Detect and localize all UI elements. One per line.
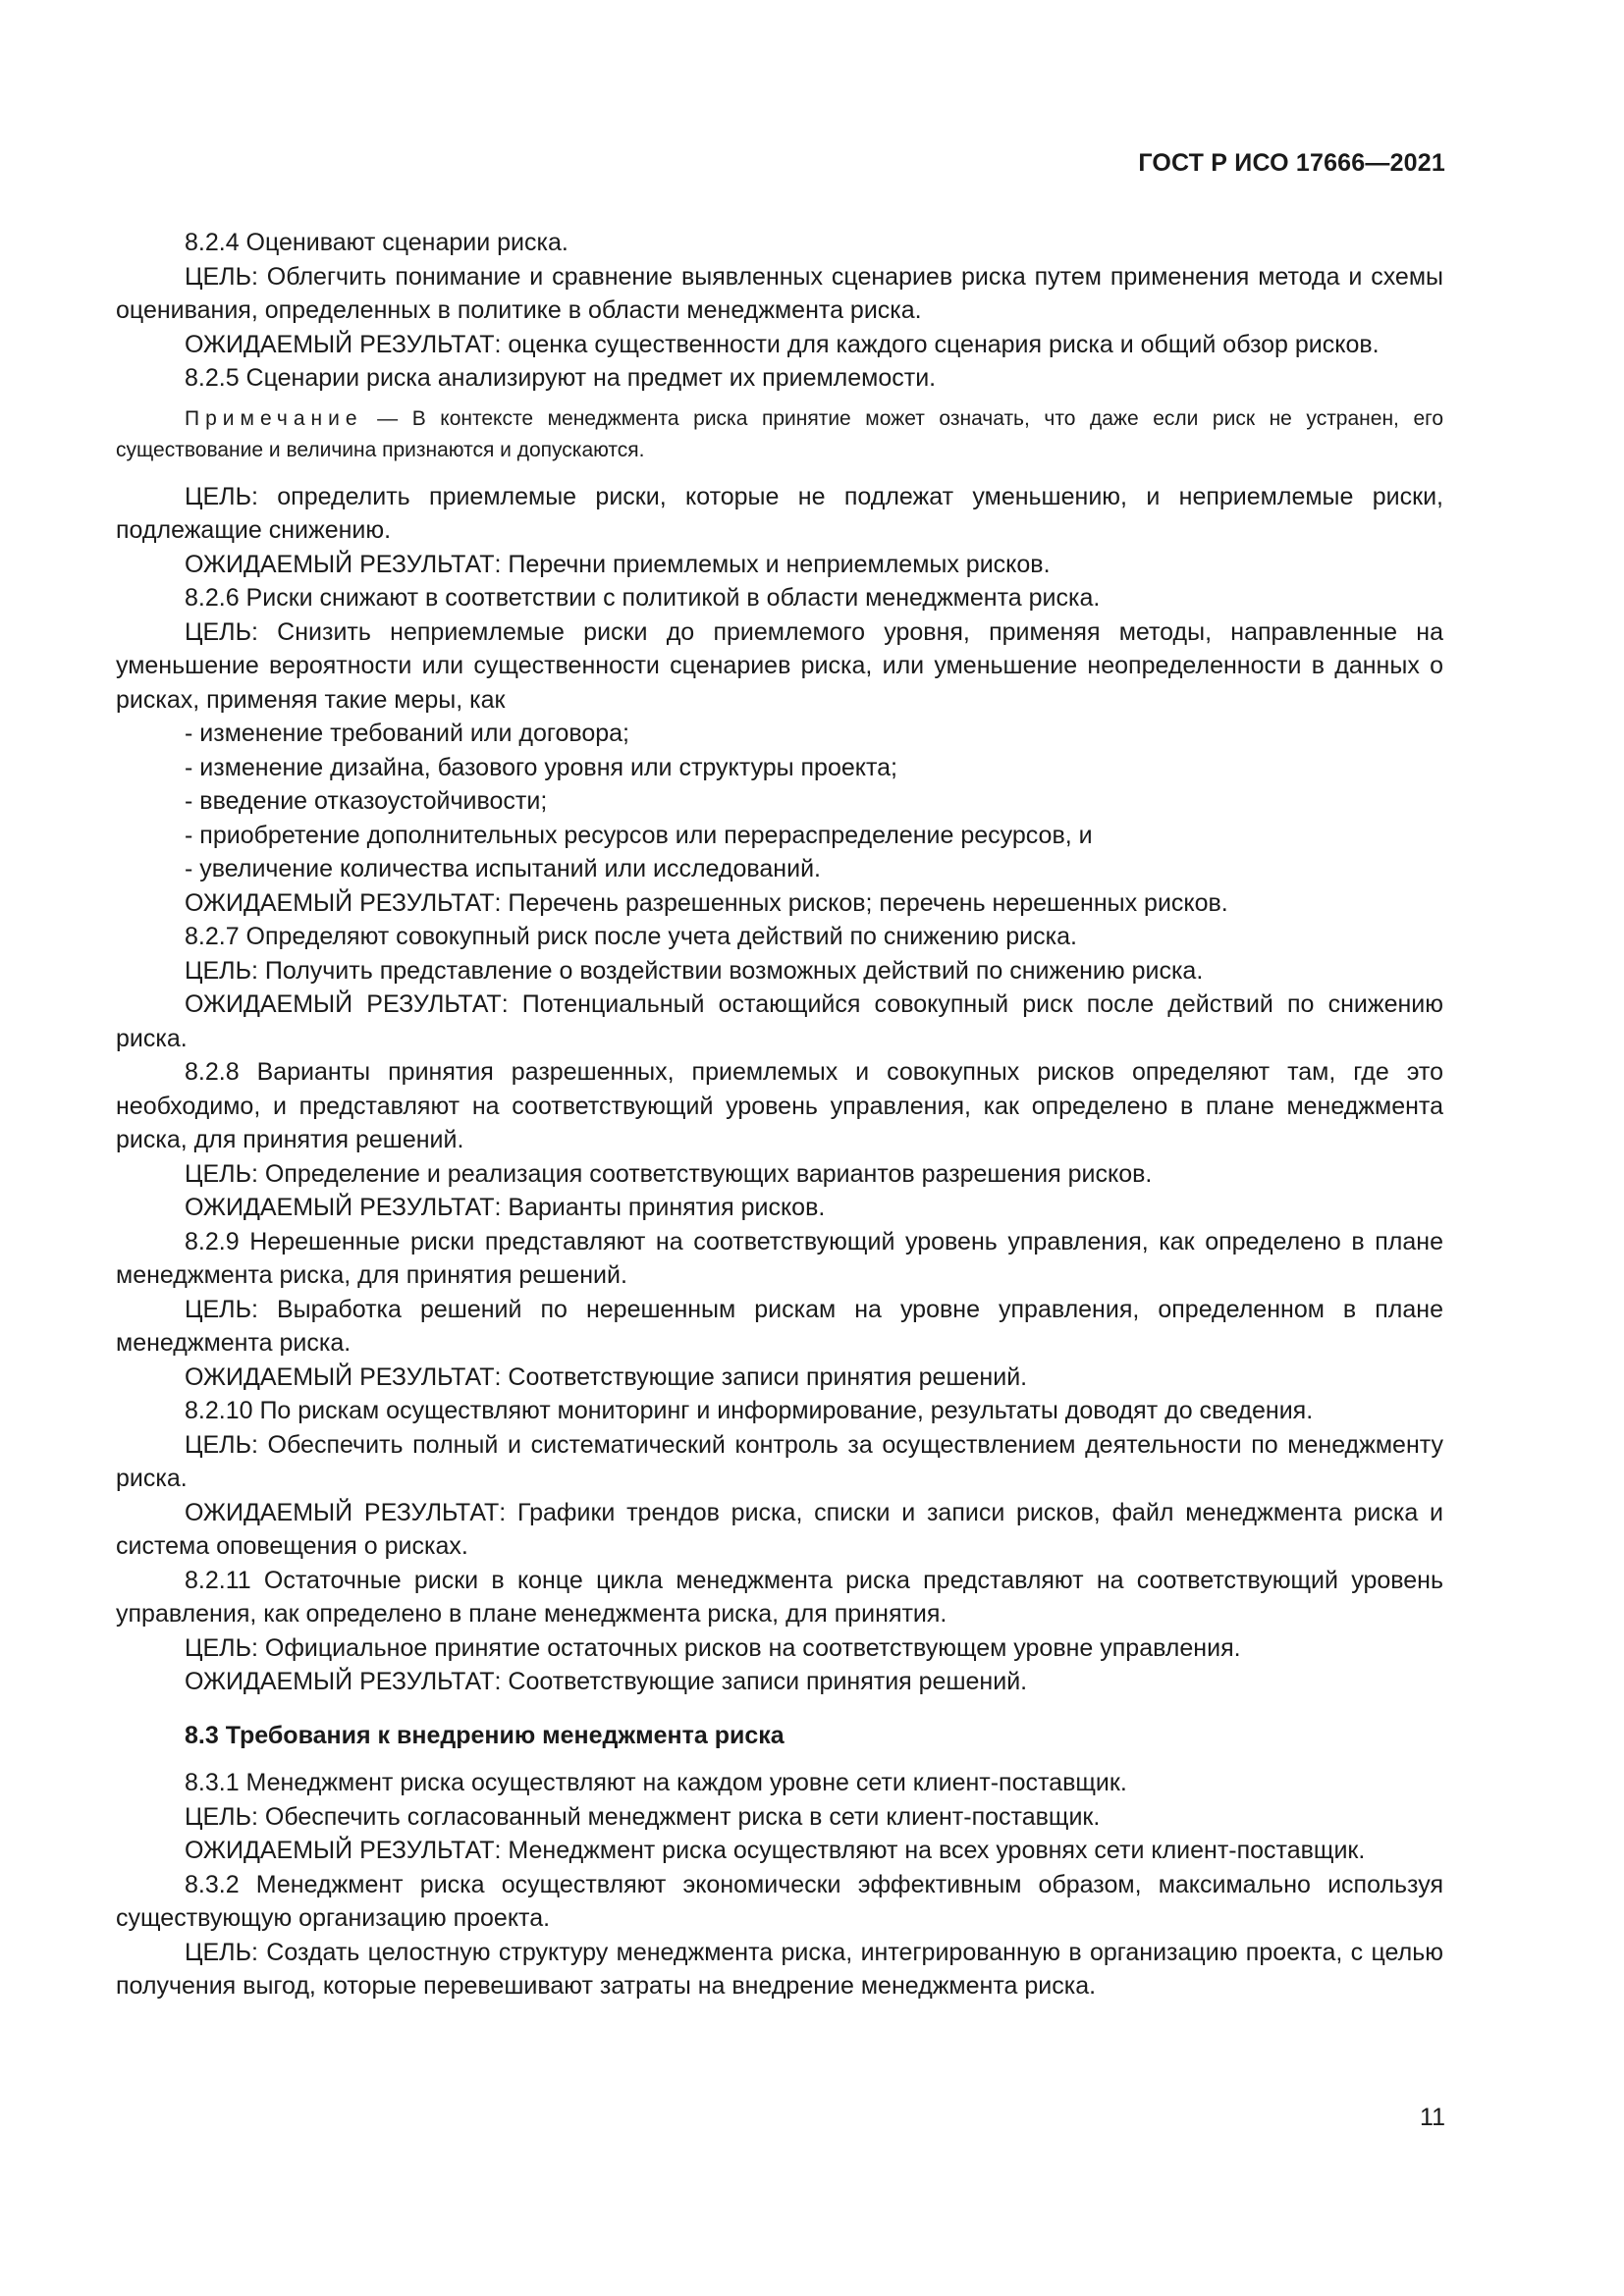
paragraph: ОЖИДАЕМЫЙ РЕЗУЛЬТАТ: Перечни приемлемых и неприемлемых рисков. [185,550,1051,578]
page-number: 11 [1420,2104,1445,2131]
document-header: ГОСТ Р ИСО 17666—2021 [1138,149,1445,177]
paragraph: ЦЕЛЬ: Обеспечить полный и систематический контроль за осуществлением деятельности по менеджменту риска. [116,1430,1443,1492]
document-body [116,226,1443,2003]
paragraph: ЦЕЛЬ: Получить представление о воздействии возможных действий по снижению риска. [185,956,1204,985]
list-item: - введение отказоустойчивости; [185,784,1443,819]
paragraph: 8.2.7 Определяют совокупный риск после учета действий по снижению риска. [185,923,1077,950]
paragraph: 8.2.8 Варианты принятия разрешенных, приемлемых и совокупных рисков определяют там, где это необходимо, и представляют на соответствующий уровень управления, как определено в плане менеджмента риска, для принятия решений. [116,1058,1443,1153]
paragraph: 8.3.2 Менеджмент риска осуществляют экономически эффективным образом, максимально используя существующую организацию проекта. [116,1870,1443,1932]
note [116,403,1443,466]
paragraph: ОЖИДАЕМЫЙ РЕЗУЛЬТАТ: Потенциальный остающийся совокупный риск после действий по снижению риска. [116,990,1443,1052]
paragraph: ОЖИДАЕМЫЙ РЕЗУЛЬТАТ: Графики трендов риска, списки и записи рисков, файл менеджмента риска и система оповещения о рисках. [116,1498,1443,1560]
paragraph: ЦЕЛЬ: Определение и реализация соответствующих вариантов разрешения рисков. [185,1159,1153,1188]
paragraph: ЦЕЛЬ: Обеспечить согласованный менеджмент риска в сети клиент-поставщик. [185,1802,1101,1831]
paragraph: ЦЕЛЬ: Создать целостную структуру менеджмента риска, интегрированную в организацию проекта, с целью получения выгод, которые перевешивают затраты на внедрение менеджмента риска. [116,1938,1443,2000]
note-label: Примечание [185,406,363,430]
paragraph: 8.2.11 Остаточные риски в конце цикла менеджмента риска представляют на соответствующий уровень управления, как определено в плане менеджмента риска, для принятия. [116,1566,1443,1628]
paragraph: ЦЕЛЬ: Облегчить понимание и сравнение выявленных сценариев риска путем применения метода и схемы оценивания, определенных в политике в области менеджмента риска. [116,262,1443,324]
paragraph: ОЖИДАЕМЫЙ РЕЗУЛЬТАТ: оценка существенности для каждого сценария риска и общий обзор рисков. [185,330,1380,358]
section-title: 8.3 Требования к внедрению менеджмента риска [185,1721,785,1749]
list-item: - изменение дизайна, базового уровня или структуры проекта; [185,751,1443,785]
paragraph: 8.2.9 Нерешенные риски представляют на соответствующий уровень управления, как определено в плане менеджмента риска, для принятия решений. [116,1227,1443,1289]
measures-list [116,717,1443,886]
list-item: - изменение требований или договора; [185,717,1443,751]
paragraph: ОЖИДАЕМЫЙ РЕЗУЛЬТАТ: Менеджмент риска осуществляют на всех уровнях сети клиент-поставщик. [185,1837,1366,1864]
paragraph: 8.2.10 По рискам осуществляют мониторинг и информирование, результаты доводят до сведения. [185,1397,1314,1424]
note-text: — В контексте менеджмента риска принятие может означать, что даже если риск не устранен, его существование и величина признаются и допускаются. [116,406,1443,461]
paragraph: 8.3.1 Менеджмент риска осуществляют на каждом уровне сети клиент-поставщик. [185,1769,1127,1796]
paragraph: ЦЕЛЬ: Выработка решений по нерешенным рискам на уровне управления, определенном в плане менеджмента риска. [116,1295,1443,1357]
paragraph: 8.2.4 Оценивают сценарии риска. [185,229,568,256]
paragraph: 8.2.5 Сценарии риска анализируют на предмет их приемлемости. [185,364,937,392]
paragraph: 8.2.6 Риски снижают в соответствии с политикой в области менеджмента риска. [185,584,1101,612]
paragraph: ЦЕЛЬ: определить приемлемые риски, которые не подлежат уменьшению, и неприемлемые риски, подлежащие снижению. [116,482,1443,544]
paragraph: ОЖИДАЕМЫЙ РЕЗУЛЬТАТ: Перечень разрешенных рисков; перечень нерешенных рисков. [185,888,1228,917]
list-item: - приобретение дополнительных ресурсов или перераспределение ресурсов, и [185,819,1443,853]
paragraph: ЦЕЛЬ: Снизить неприемлемые риски до приемлемого уровня, применяя методы, направленные на уменьшение вероятности или существенности сценариев риска, или уменьшение неопределенности в данных о рисках, применяя такие меры, как [116,617,1443,714]
list-item: - увеличение количества испытаний или исследований. [185,852,1443,886]
paragraph: ОЖИДАЕМЫЙ РЕЗУЛЬТАТ: Соответствующие записи принятия решений. [185,1668,1028,1695]
paragraph: ОЖИДАЕМЫЙ РЕЗУЛЬТАТ: Варианты принятия рисков. [185,1194,826,1221]
paragraph: ОЖИДАЕМЫЙ РЕЗУЛЬТАТ: Соответствующие записи принятия решений. [185,1362,1028,1391]
paragraph: ЦЕЛЬ: Официальное принятие остаточных рисков на соответствующем уровне управления. [185,1633,1241,1662]
